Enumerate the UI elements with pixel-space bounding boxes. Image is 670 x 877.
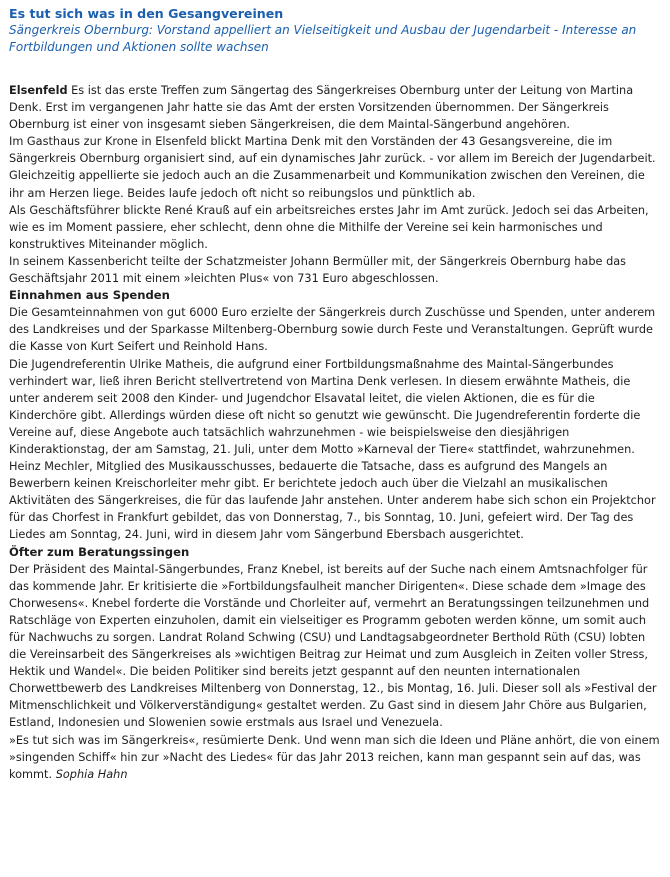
- author-byline: Sophia Hahn: [55, 767, 128, 781]
- section-heading-spenden: Einnahmen aus Spenden: [9, 288, 170, 303]
- paragraph-intro: [9, 82, 660, 133]
- paragraph-8: Der Präsident des Maintal-Sängerbundes, Franz Knebel, ist bereits auf der Suche nach einem Amtsnachfolger für das kommende Jahr. Er kritisierte die »Fortbildungsfaulheit mancher Dirigenten«. Diese schade dem »Image des Chorwesens«. Knebel forderte die Vorstände und Chorleiter auf, vermehrt an Beratungssingen teilzunehmen und Ratschläge von Experten einzuholen, damit ein vielseitiger es Programm geboten werden könne, um somit auch für Nachwuchs zu sorgen. Landrat Roland Schwing (CSU) und Landtagsabgeordneter Berthold Rüth (CSU) lobten die Vereinsarbeit des Sängerkreises als »wichtigen Beitrag zur Heimat und zum Ausgleich in Zeiten voller Stress, Hektik und Wandel«. Die beiden Politiker sind bereits jetzt gespannt auf den neunten internationalen Chorwettbewerb des Landkreises Miltenberg von Donnerstag, 12., bis Montag, 16. Juli. Dieser soll als »Festival der Mitmenschlichkeit und Völkerverständigung« gestaltet werden. Zu Gast sind in diesem Jahr Chöre aus Bulgarien, Estland, Indonesien und Slowenien sowie erstmals aus Israel und Venezuela.: [9, 562, 657, 730]
- paragraph-2: Im Gasthaus zur Krone in Elsenfeld blickt Martina Denk mit den Vorständen der 43 Gesangsvereine, die im Sängerkreis Obernburg organisiert sind, auf ein dynamisches Jahr zurück. - vor allem im Bereich der Jugendarbeit. Gleichzeitig appellierte sie jedoch auch an die Zusammenarbeit und Kommunikation zwischen den Vereinen, die ihr am Herzen liege. Beides laufe jedoch oft nicht so reibungslos und pünktlich ab.: [9, 135, 656, 200]
- paragraph-1-text: Es ist das erste Treffen zum Sängertag des Sängerkreises Obernburg unter der Leitung von Martina Denk. Erst im vergangenen Jahr hatte sie das Amt der ersten Vorsitzenden übernommen. Der Sängerkreis Obernburg ist einer von insgesamt sieben Sängerkreisen, die dem Maintal-Sängerbund angehören.: [9, 84, 634, 132]
- paragraph-5: Die Gesamteinnahmen von gut 6000 Euro erzielte der Sängerkreis durch Zuschüsse und Spenden, unter anderem des Landkreises und der Sparkasse Miltenberg-Obernburg sowie durch Feste und Veranstaltungen. Geprüft wurde die Kasse von Kurt Seifert und Reinhold Hans.: [9, 306, 656, 354]
- paragraph-4: In seinem Kassenbericht teilte der Schatzmeister Johann Bermüller mit, der Sängerkreis Obernburg habe das Geschäftsjahr 2011 mit einem »leichten Plus« von 731 Euro abgeschlossen.: [9, 254, 627, 286]
- paragraph-9-text: »Es tut sich was im Sängerkreis«, resümierte Denk. Und wenn man sich die Ideen und Pläne anhört, die von einem »singenden Schiff« hin zur »Nacht des Liedes« für das Jahr 2013 reichen, kann man gespannt sein auf das, was kommt.: [9, 733, 660, 781]
- section-heading-beratungssingen: Öfter zum Beratungssingen: [9, 544, 190, 559]
- paragraph-final: [9, 732, 660, 783]
- paragraph-6: Die Jugendreferentin Ulrike Matheis, die aufgrund einer Fortbildungsmaßnahme des Maintal-Sängerbundes verhindert war, ließ ihren Bericht stellvertretend von Martina Denk verlesen. In diesem erwähnte Matheis, die unter anderem seit 2008 den Kinder- und Jugendchor Elsavatal leitet, die vielen Aktionen, die es für die Kinderchöre gibt. Allerdings würden diese oft nicht so genutzt wie gewünscht. Die Jugendreferentin forderte die Vereine auf, diese Angebote auch tatsächlich wahrzunehmen - wie beispielsweise den diesjährigen Kinderaktionstag, der am Samstag, 21. Juli, unter dem Motto »Karneval der Tiere« stattfindet, wahrzunehmen.: [9, 357, 641, 456]
- article-subheadline: Sängerkreis Obernburg: Vorstand appelliert an Vielseitigkeit und Ausbau der Jugendarbeit - Interesse an Fortbildungen und Aktionen sollte wachsen: [9, 23, 637, 54]
- paragraph-3: Als Geschäftsführer blickte René Krauß auf ein arbeitsreiches erstes Jahr im Amt zurück. Jedoch sei das Arbeiten, wie es im Moment passiere, eher schlecht, denn ohne die Mithilfe der Vereine sei kein harmonisches und konstruktives Miteinander möglich.: [9, 203, 649, 251]
- dateline: Elsenfeld: [9, 84, 68, 97]
- article-headline: Es tut sich was in den Gesangvereinen: [9, 6, 284, 21]
- paragraph-7: Heinz Mechler, Mitglied des Musikausschusses, bedauerte die Tatsache, dass es aufgrund des Mangels an Bewerbern keinen Kreischorleiter mehr gibt. Er berichtete jedoch auch über die Vielzahl an musikalischen Aktivitäten des Sängerkreises, die für das laufende Jahr anstehen. Unter anderem habe sich schon ein Projektchor für das Chorfest in Frankfurt gebildet, das von Donnerstag, 7., bis Sonntag, 10. Juni, gefeiert wird. Der Tag des Liedes am Sonntag, 24. Juni, wird in diesem Jahr vom Sängerbund Ebersbach ausgerichtet.: [9, 460, 656, 542]
- article-body: [9, 82, 660, 783]
